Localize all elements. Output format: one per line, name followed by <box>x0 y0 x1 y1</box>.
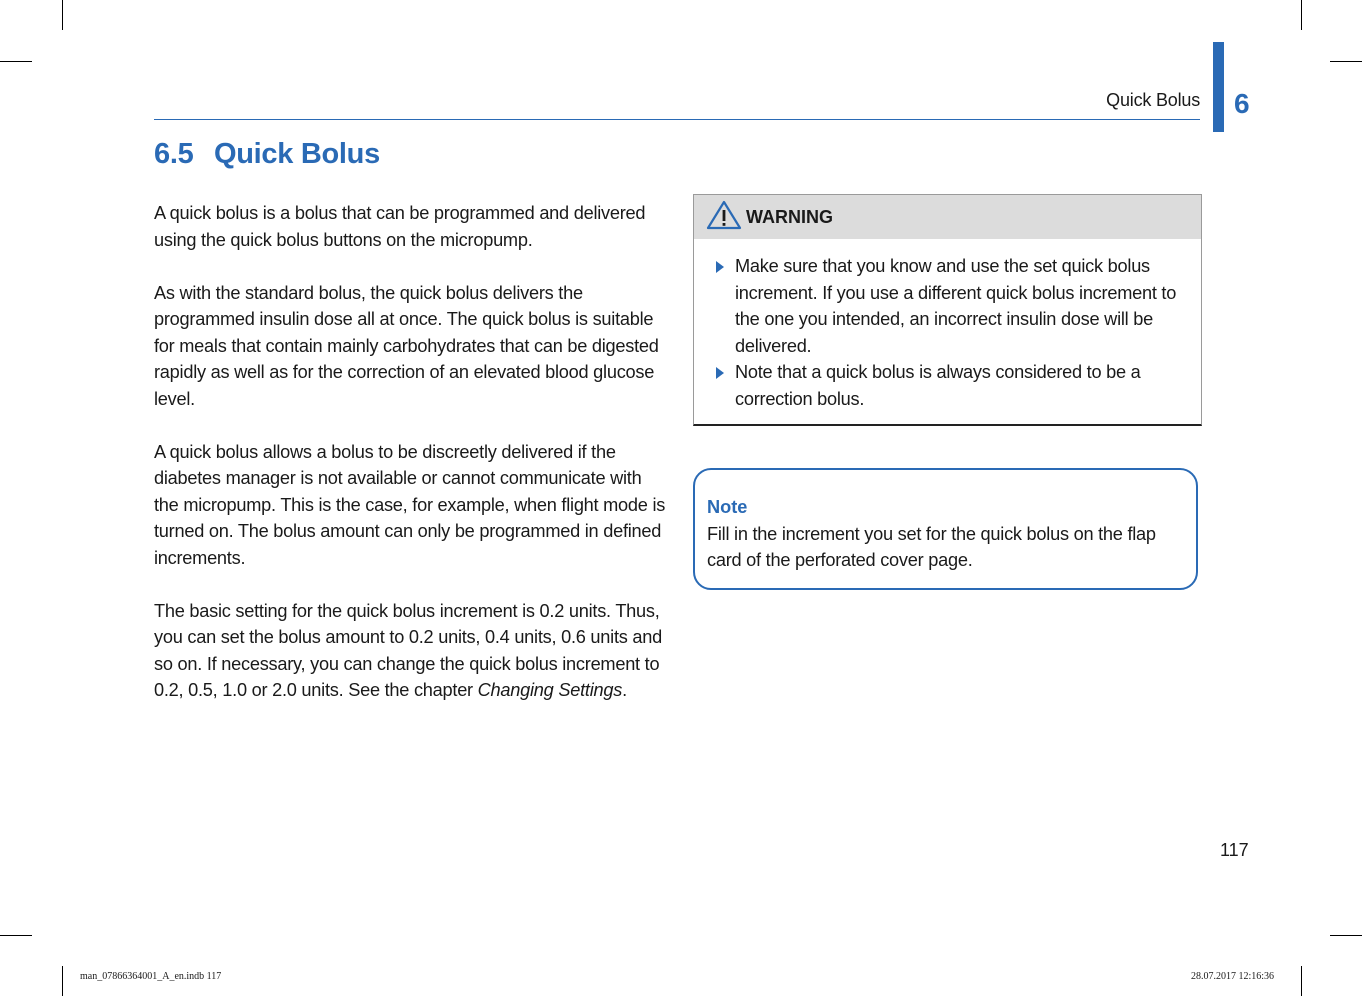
note-text: Fill in the increment you set for the quick bolus on the flap card of the perforated cover page. <box>707 523 1156 570</box>
crop-mark <box>62 966 63 996</box>
bullet-triangle-icon <box>716 261 724 273</box>
print-slug-file: man_07866364001_A_en.indb 117 <box>80 971 222 982</box>
paragraph-text: The basic setting for the quick bolus increment is 0.2 units. Thus, you can set the bolus amount to 0.2 units, 0.4 units, 0.6 units and so on. If necessary, you can change the quick bolus increment to 0.2, 0.5, 1.0 or 2.0 units. See the chapter <box>154 600 662 700</box>
running-header-title: Quick Bolus <box>1106 90 1200 110</box>
crop-mark <box>1301 966 1302 996</box>
section-number: 6.5 <box>154 138 194 170</box>
crop-mark <box>1330 61 1362 62</box>
bullet-triangle-icon <box>716 367 724 379</box>
crop-mark <box>0 935 32 936</box>
chapter-number: 6 <box>1234 88 1250 119</box>
chapter-reference: Changing Settings <box>477 680 623 700</box>
crop-mark <box>1301 0 1302 30</box>
warning-item-text: Make sure that you know and use the set quick bolus increment. If you use a different quick bolus increment to the one you intended, an incorrect insulin dose will be delivered. <box>735 256 1177 356</box>
section-title: Quick Bolus <box>214 138 380 170</box>
chapter-tab <box>1213 42 1224 132</box>
crop-mark <box>0 61 32 62</box>
crop-mark <box>1330 935 1362 936</box>
warning-item-text: Note that a quick bolus is always considered to be a correction bolus. <box>735 362 1141 409</box>
warning-triangle-icon <box>706 200 742 235</box>
crop-mark <box>62 0 63 30</box>
paragraph-end: . <box>622 680 627 700</box>
body-text <box>154 200 666 730</box>
print-slug-date: 28.07.2017 12:16:36 <box>1190 971 1274 982</box>
warning-list <box>694 239 1201 412</box>
note-title: Note <box>707 497 748 517</box>
warning-box <box>693 194 1202 426</box>
paragraph: A quick bolus is a bolus that can be programmed and delivered using the quick bolus buttons on the micropump. <box>154 203 646 250</box>
warning-title: WARNING <box>746 206 833 227</box>
list-item <box>714 359 1185 412</box>
warning-header <box>694 195 1201 239</box>
page-number: 117 <box>1220 840 1249 860</box>
paragraph: A quick bolus allows a bolus to be discreetly delivered if the diabetes manager is not available or cannot communicate with the micropump. This is the case, for example, when flight mode is turned on. The bolus amount can only be programmed in defined increments. <box>154 441 666 568</box>
list-item <box>714 253 1185 359</box>
paragraph <box>154 598 666 704</box>
paragraph: As with the standard bolus, the quick bolus delivers the programmed insulin dose all at once. The quick bolus is suitable for meals that contain mainly carbohydrates that can be digested rapidly as well as for the correction of an elevated blood glucose level. <box>154 282 659 409</box>
section-heading <box>154 138 380 171</box>
header-rule <box>154 119 1200 120</box>
note-box <box>693 468 1198 590</box>
